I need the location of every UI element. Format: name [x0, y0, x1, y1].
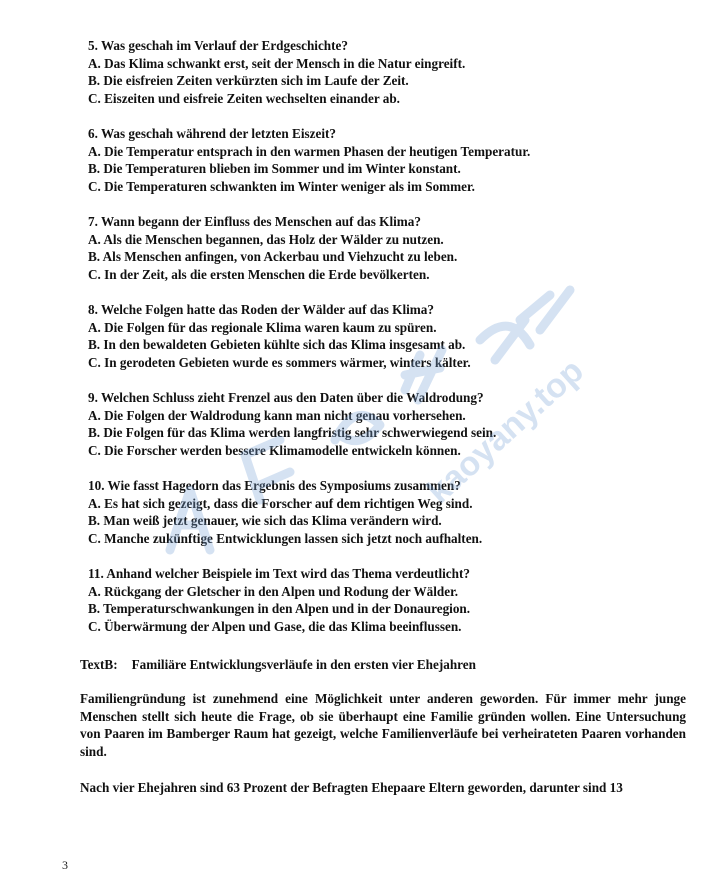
svg-text:kaoyany.top: kaoyany.top [419, 351, 591, 511]
question-8 [88, 301, 688, 371]
textb-paragraph-2: Nach vier Ehejahren sind 63 Prozent der Befragten Ehepaare Eltern geworden, darunter sind 13 [80, 780, 623, 795]
textb-heading [80, 657, 476, 673]
answer-option-c: C. Die Temperaturen schwankten im Winter weniger als im Sommer. [88, 178, 475, 194]
question-7 [88, 213, 688, 283]
answer-option-a: A. Die Folgen für das regionale Klima waren kaum zu spüren. [88, 319, 437, 335]
answer-option-a: A. Das Klima schwankt erst, seit der Mensch in die Natur eingreift. [88, 55, 466, 71]
answer-option-a: A. Es hat sich gezeigt, dass die Forscher auf dem richtigen Weg sind. [88, 495, 473, 511]
question-prompt: 10. Wie fasst Hagedorn das Ergebnis des Symposiums zusammen? [88, 478, 461, 493]
answer-option-b: B. Temperaturschwankungen in den Alpen und in der Donauregion. [88, 601, 471, 616]
answer-option-c: C. Eiszeiten und eisfreie Zeiten wechselten einander ab. [88, 90, 400, 106]
question-prompt: 8. Welche Folgen hatte das Roden der Wälder auf das Klima? [88, 302, 434, 317]
question-prompt: 6. Was geschah während der letzten Eiszeit? [88, 126, 336, 141]
answer-option-b: B. Die eisfreien Zeiten verkürzten sich im Laufe der Zeit. [88, 73, 409, 88]
answer-option-c: C. Überwärmung der Alpen und Gase, die das Klima beeinflussen. [88, 618, 462, 634]
question-prompt: 7. Wann begann der Einfluss des Menschen auf das Klima? [88, 214, 421, 229]
question-prompt: 5. Was geschah im Verlauf der Erdgeschichte? [88, 38, 348, 53]
answer-option-c: C. In gerodeten Gebieten wurde es sommers wärmer, winters kälter. [88, 354, 471, 370]
question-6 [88, 125, 688, 195]
question-prompt: 11. Anhand welcher Beispiele im Text wird das Thema verdeutlicht? [88, 566, 470, 581]
answer-option-b: B. Als Menschen anfingen, von Ackerbau und Viehzucht zu leben. [88, 249, 458, 264]
question-5 [88, 37, 688, 107]
answer-option-c: C. Manche zukünftige Entwicklungen lassen sich jetzt noch aufhalten. [88, 530, 483, 546]
question-10 [88, 477, 688, 547]
question-list [88, 37, 688, 653]
answer-option-c: C. In der Zeit, als die ersten Menschen die Erde bevölkerten. [88, 266, 430, 282]
answer-option-b: B. Die Folgen für das Klima werden langfristig sehr schwerwiegend sein. [88, 425, 497, 440]
question-prompt: 9. Welchen Schluss zieht Frenzel aus den Daten über die Waldrodung? [88, 390, 484, 405]
page-number: 3 [62, 858, 68, 872]
answer-option-c: C. Die Forscher werden bessere Klimamodelle entwickeln können. [88, 442, 461, 458]
answer-option-b: B. In den bewaldeten Gebieten kühlte sich das Klima insgesamt ab. [88, 337, 466, 352]
answer-option-a: A. Die Folgen der Waldrodung kann man nicht genau vorhersehen. [88, 407, 466, 423]
answer-option-a: A. Rückgang der Gletscher in den Alpen und Rodung der Wälder. [88, 583, 459, 599]
textb-title: Familiäre Entwicklungsverläufe in den ersten vier Ehejahren [131, 657, 476, 672]
answer-option-b: B. Man weiß jetzt genauer, wie sich das Klima verändern wird. [88, 513, 442, 528]
answer-option-b: B. Die Temperaturen blieben im Sommer und im Winter konstant. [88, 161, 461, 176]
answer-option-a: A. Die Temperatur entsprach in den warmen Phasen der heutigen Temperatur. [88, 143, 531, 159]
answer-option-a: A. Als die Menschen begannen, das Holz der Wälder zu nutzen. [88, 231, 444, 247]
textb-paragraph-1: Familiengründung ist zunehmend eine Möglichkeit unter anderen geworden. Für immer mehr junge Menschen stellt sich heute die Frage, ob sie überhaupt eine Familie gründen wollen. Eine Untersuchung von Paaren im Bamberger Raum hat gezeigt, welche Familienverläufe bei verheirateten Paaren vorhanden sind. [80, 691, 686, 759]
question-11 [88, 565, 688, 635]
textb-label: TextB: [80, 657, 118, 672]
question-9 [88, 389, 688, 459]
